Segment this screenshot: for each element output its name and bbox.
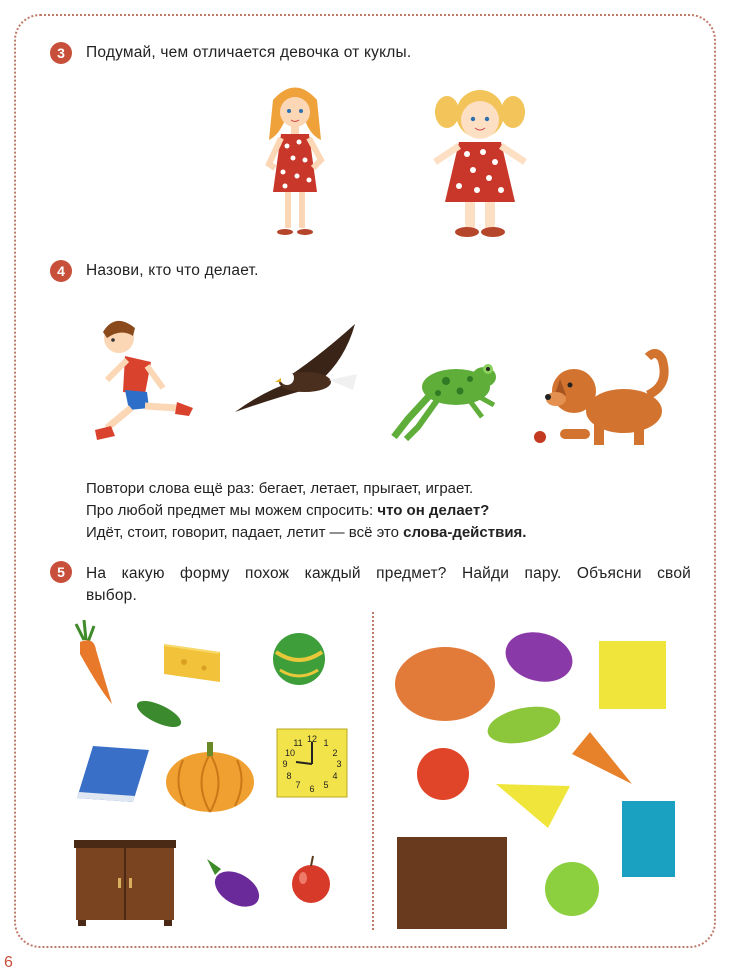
yellow-triangle-shape (494, 782, 572, 830)
task-5-text-line-2: выбор. (86, 587, 137, 604)
task-3-text: Подумай, чем отличается девочка от куклы. (86, 44, 412, 61)
paragraph-line-3 (86, 522, 526, 544)
yellow-square-shape (598, 640, 668, 710)
brown-square-shape (396, 836, 508, 930)
task-3-number: 3 (50, 42, 72, 64)
task-5-number: 5 (50, 561, 72, 583)
blue-rectangle-shape (621, 800, 677, 878)
cheese-image (160, 640, 224, 686)
carrot-image (70, 620, 120, 710)
orange-oval-shape (393, 646, 497, 722)
clock-number-3: 3 (336, 759, 342, 769)
clock-number-9: 9 (282, 759, 288, 769)
eagle-image (235, 320, 365, 420)
clock-number-6: 6 (309, 784, 315, 794)
green-circle-shape (543, 860, 601, 918)
dog-image (530, 345, 675, 450)
clock-number-11: 11 (293, 738, 303, 748)
paragraph-line-2-plain: Про любой предмет мы можем спросить: (86, 502, 378, 519)
paragraph-line-1: Повтори слова ещё раз: бегает, летает, прыгает, играет. (86, 480, 474, 497)
ball-image (270, 630, 328, 688)
clock-number-4: 4 (332, 771, 338, 781)
task-5-text-line-1: На какую форму похож каждый предмет? Найди пару. Объясни свой (86, 565, 691, 582)
clock-number-10: 10 (284, 748, 296, 758)
red-circle-shape (416, 747, 470, 801)
clock-number-5: 5 (323, 780, 329, 790)
clock-image (276, 728, 348, 798)
purple-oval-shape (503, 628, 575, 686)
clock-number-12: 12 (306, 734, 318, 744)
eggplant-image (203, 855, 263, 911)
clock-number-1: 1 (323, 738, 329, 748)
task-4-text: Назови, кто что делает. (86, 262, 259, 279)
column-divider (372, 612, 374, 930)
paragraph-line-2-bold: что он делает? (377, 502, 490, 519)
doll-image (425, 82, 535, 242)
clock-number-2: 2 (332, 748, 338, 758)
clock-number-7: 7 (295, 780, 301, 790)
task-4-number: 4 (50, 260, 72, 282)
book-image (75, 744, 151, 804)
paragraph-line-2 (86, 500, 526, 522)
apple-image (286, 854, 336, 904)
pumpkin-image (163, 740, 258, 814)
green-oval-shape (485, 702, 563, 748)
frog-image (390, 355, 505, 445)
running-boy-image (85, 310, 210, 450)
wardrobe-image (72, 838, 178, 928)
task-5-text (86, 563, 691, 607)
paragraph-line-3-bold: слова-действия. (403, 524, 527, 541)
action-words-paragraph (86, 478, 526, 544)
orange-triangle-shape (570, 730, 634, 786)
cucumber-image (133, 696, 185, 732)
clock-number-8: 8 (286, 771, 292, 781)
girl-image (255, 80, 335, 240)
page-number: 6 (4, 954, 13, 971)
paragraph-line-3-plain: Идёт, стоит, говорит, падает, летит — всё это (86, 524, 404, 541)
